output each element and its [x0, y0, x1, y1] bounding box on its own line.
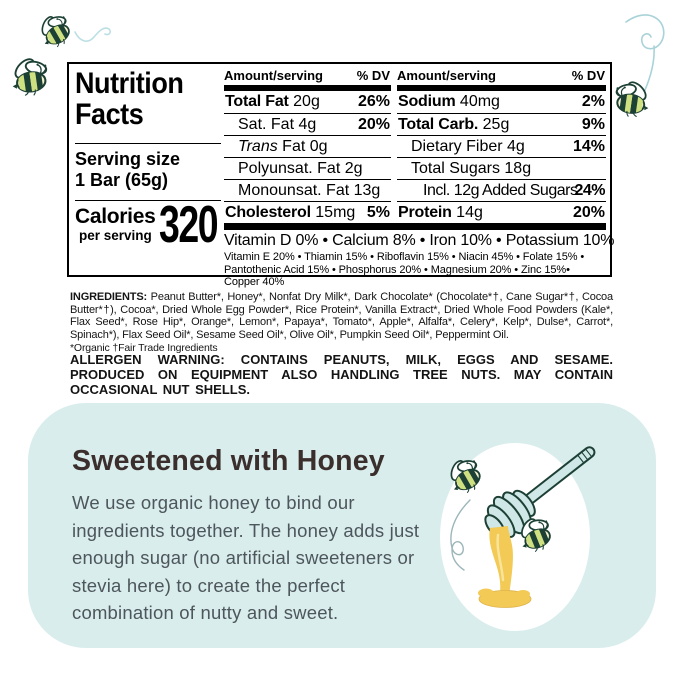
row-dv: 2% — [581, 93, 605, 110]
row-amount: 13g — [353, 182, 381, 199]
row-label: Sat. Fat — [238, 116, 295, 133]
nutrition-row-dietary-fiber — [397, 135, 606, 157]
serving-size-label: Serving size — [75, 149, 181, 169]
percent-dv-header: % DV — [356, 68, 390, 83]
column-header — [397, 66, 606, 85]
row-amount: 18g — [504, 160, 532, 177]
row-label: Fat — [282, 138, 306, 155]
divider-bar — [224, 223, 606, 230]
calories-label: Calories — [75, 205, 156, 228]
nutrition-row-total-carb — [397, 113, 606, 135]
row-amount: 40mg — [459, 93, 500, 110]
row-dv: 5% — [366, 204, 390, 221]
row-dv: 14% — [572, 138, 605, 155]
nutrition-row-total-sugars — [397, 157, 606, 179]
row-dv: 20% — [357, 116, 390, 133]
nutrition-facts-title-line2: Facts — [75, 98, 144, 131]
row-amount: 14g — [456, 204, 483, 221]
row-amount: 0g — [309, 138, 328, 155]
nutrition-row-cholesterol — [224, 201, 391, 223]
row-dv: 9% — [581, 116, 605, 133]
calories-value: 320 — [159, 196, 218, 254]
row-label: Total Carb. — [398, 116, 479, 133]
row-amount: 4g — [507, 138, 525, 155]
row-dv: 26% — [357, 93, 390, 110]
bee-icon — [33, 8, 77, 53]
serving-size-value: 1 Bar (65g) — [75, 170, 169, 190]
nutrition-facts-left-column — [75, 68, 221, 271]
row-label: Incl. 12g Added Sugars — [423, 182, 578, 199]
vitamins-primary: Vitamin D 0% • Calcium 8% • Iron 10% • Potassium 10% — [224, 232, 615, 249]
nutrition-row-sodium — [397, 91, 606, 113]
row-amount: 25g — [482, 116, 510, 133]
row-dv: 24% — [574, 182, 605, 199]
column-header — [224, 66, 391, 85]
ingredients-section — [70, 291, 613, 355]
swirl-icon — [75, 28, 110, 41]
ingredients-text — [70, 291, 613, 341]
ingredients-list: Peanut Butter*, Honey*, Nonfat Dry Milk*, Dark Chocolate* (Chocolate*†, Cane Sugar*†, Cocoa Butter*†), Cocoa*, Dried Whole Egg Powder*, Rice Protein*, Vanilla Extract*, Dried Whole Food Powders (Kale*, Flax Seed*, Rose Hip*, Orange*, Lemon*, Papaya*, Tomato*, Apple*, Alfalfa*, Celery*, Kelp*, Dulse*, Carrot*, Spinach*), Flax Seed Oil*, Sesame Seed Oil*, Olive Oil*, Pumpkin Seed Oil*, Peppermint Oil. — [70, 291, 613, 341]
nutrition-facts-panel — [67, 62, 615, 288]
amount-serving-header: Amount/serving — [397, 68, 496, 83]
row-label: Total Sugars — [411, 160, 500, 177]
honey-description: We use organic honey to bind our ingredients together. The honey adds just enough sugar (no artificial sweeteners or stevia here) to create the perfect combination of nutty and sweet. — [72, 492, 420, 624]
nutrition-row-total-fat — [224, 91, 391, 113]
row-label: Cholesterol — [225, 204, 311, 221]
row-amount: 4g — [298, 116, 317, 133]
nutrition-row-added-sugars — [397, 179, 606, 201]
vitamins-secondary: Vitamin E 20% • Thiamin 15% • Riboflavin 15% • Niacin 45% • Folate 15% • Pantothenic Acid 15% • Phosphorus 20% • Magnesium 20% • Zinc 15%• Copper 40% — [224, 251, 585, 288]
nutrition-facts-title-line1: Nutrition — [75, 67, 184, 100]
row-label: Protein — [398, 204, 452, 221]
honey-heading: Sweetened with Honey — [72, 445, 385, 477]
nutrition-row-monounsat-fat — [224, 179, 391, 201]
nutrition-row-polyunsat-fat — [224, 157, 391, 179]
nutrition-row-trans-fat — [224, 135, 391, 157]
nutrition-column-fats — [224, 66, 391, 223]
swirl-icon — [626, 15, 664, 90]
row-amount: 15mg — [315, 204, 356, 221]
nutrition-row-sat-fat — [224, 113, 391, 135]
amount-serving-header: Amount/serving — [224, 68, 323, 83]
row-label: Sodium — [398, 93, 456, 110]
nutrition-row-protein — [397, 201, 606, 223]
row-amount: 20g — [293, 93, 320, 110]
ingredients-footnote: *Organic †Fair Trade Ingredients — [70, 342, 218, 355]
row-label-italic: Trans — [238, 138, 278, 155]
honey-panel — [28, 403, 656, 648]
row-label: Monounsat. Fat — [238, 182, 350, 199]
allergen-warning: ALLERGEN WARNING: CONTAINS PEANUTS, MILK, EGGS AND SESAME. PRODUCED ON EQUIPMENT ALSO HANDLING TREE NUTS. MAY CONTAIN OCCASIONAL NUT SHELLS. — [70, 352, 613, 397]
divider — [75, 143, 221, 144]
row-amount: 2g — [344, 160, 363, 177]
row-label: Polyunsat. Fat — [238, 160, 341, 177]
bee-icon — [9, 53, 52, 97]
vitamins-section — [224, 232, 615, 289]
ingredients-label: INGREDIENTS: — [70, 291, 148, 303]
calories-sublabel: per serving — [79, 228, 152, 243]
carbs-rows — [397, 91, 606, 223]
percent-dv-header: % DV — [571, 68, 605, 83]
row-label: Total Fat — [225, 93, 289, 110]
fats-rows — [224, 91, 391, 223]
row-dv: 20% — [572, 204, 605, 221]
nutrition-column-carbs — [397, 66, 606, 223]
bee-icon — [612, 77, 652, 119]
row-label: Dietary Fiber — [411, 138, 503, 155]
